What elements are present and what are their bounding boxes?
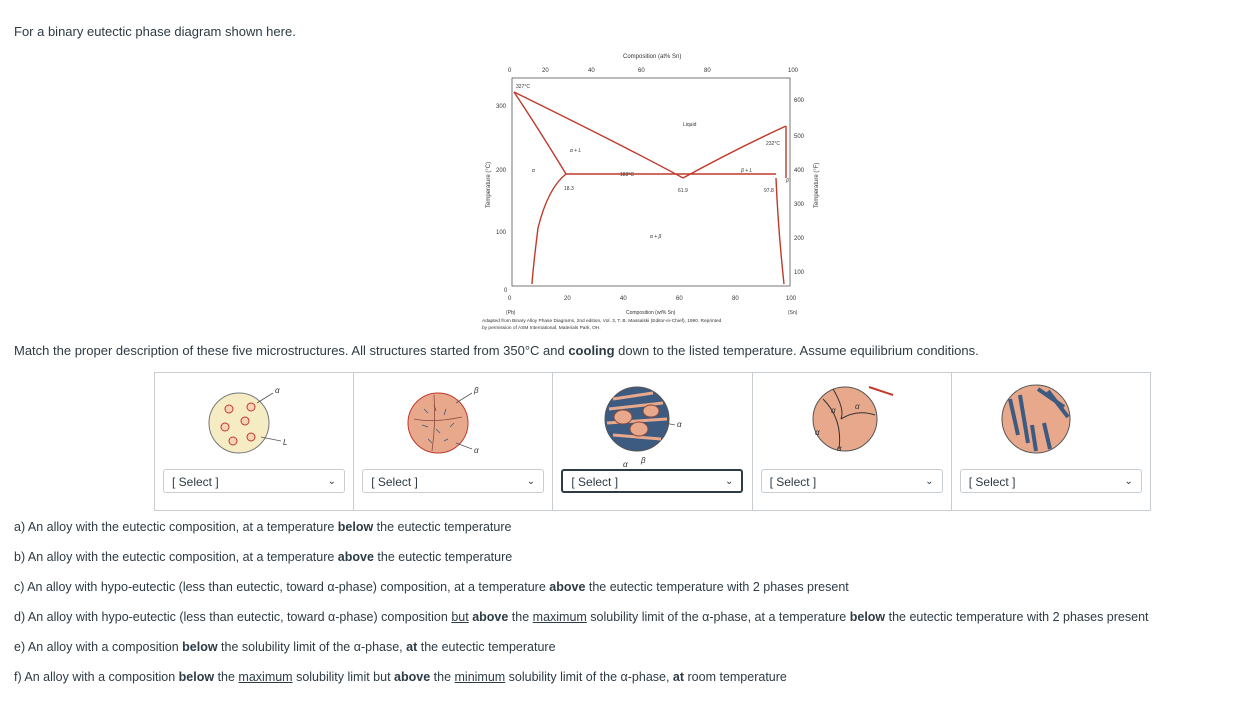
microstructure-cell-2 bbox=[354, 373, 553, 511]
chevron-down-icon: ⌄ bbox=[327, 476, 336, 487]
bottom-tick: 40 bbox=[620, 296, 627, 302]
answer-select-2[interactable]: [ Select ] ⌄ bbox=[362, 469, 544, 493]
composition-wt-label: Composition (wt% Sn) bbox=[626, 310, 676, 316]
top-tick: 100 bbox=[788, 68, 799, 74]
right-tick: 300 bbox=[794, 202, 805, 208]
chevron-down-icon: ⌄ bbox=[925, 476, 934, 487]
left-axis-label: Temperature (°C) bbox=[486, 161, 492, 208]
left-tick: 300 bbox=[496, 104, 507, 110]
top-tick: 0 bbox=[508, 68, 512, 74]
top-tick: 60 bbox=[638, 68, 645, 74]
beta-region-label: β bbox=[786, 178, 789, 184]
bottom-tick: 0 bbox=[508, 296, 512, 302]
plot-frame bbox=[512, 78, 790, 286]
svg-text:α: α bbox=[830, 406, 836, 415]
svg-text:α: α bbox=[474, 446, 479, 455]
melt-sn-label: 232°C bbox=[766, 141, 780, 147]
bottom-tick: 60 bbox=[676, 296, 683, 302]
chevron-down-icon: ⌄ bbox=[724, 476, 734, 487]
composition-at-label: Composition (at% Sn) bbox=[623, 54, 682, 60]
microstructure-alpha-beta-precipitates bbox=[394, 379, 514, 469]
bottom-tick: 20 bbox=[564, 296, 571, 302]
svg-text:α: α bbox=[854, 402, 860, 411]
svg-text:α: α bbox=[836, 444, 842, 453]
beta-limit-label: 97.8 bbox=[764, 188, 774, 194]
top-tick: 20 bbox=[542, 68, 549, 74]
svg-text:β: β bbox=[474, 386, 479, 395]
microstructure-cell-5 bbox=[951, 373, 1150, 511]
phase-boundaries bbox=[514, 92, 786, 284]
instructions: Match the proper description of these five microstructures. All structures started from 350°C and cooling down to the listed temperature. Assume equilibrium conditions. bbox=[14, 343, 979, 358]
option-b: b) An alloy with the eutectic composition, at a temperature above the eutectic temperature bbox=[14, 550, 513, 564]
alpha-l-label: α + L bbox=[570, 148, 582, 154]
microstructure-eutectic-lamellar bbox=[992, 379, 1112, 469]
chevron-down-icon: ⌄ bbox=[526, 476, 536, 487]
option-c: c) An alloy with hypo-eutectic (less than eutectic, toward α-phase) composition, at a temperature above the eutectic temperature with 2 phases present bbox=[14, 580, 849, 594]
right-axis-label: Temperature (°F) bbox=[814, 162, 820, 208]
option-a: a) An alloy with the eutectic composition, at a temperature below the eutectic temperature bbox=[14, 520, 512, 534]
svg-text:α: α bbox=[814, 428, 820, 437]
answer-select-1[interactable]: [ Select ] ⌄ bbox=[163, 469, 345, 493]
option-d: d) An alloy with hypo-eutectic (less than eutectic, toward α-phase) composition but above the maximum solubility limit of the α-phase, at a temperature below the eutectic temperature with 2 phases present bbox=[14, 610, 1149, 624]
right-tick: 600 bbox=[794, 98, 805, 104]
right-tick: 100 bbox=[794, 270, 805, 276]
left-tick: 100 bbox=[496, 230, 507, 236]
beta-l-label: β + L bbox=[741, 168, 753, 174]
eutectic-comp-label: 61.9 bbox=[678, 188, 688, 194]
caption-line-1: Adapted from Binary Alloy Phase Diagrams, 2nd edition, Vol. 3, T. B. Massalski (Editor-in-Chief), 1990. Reprinted bbox=[482, 319, 722, 324]
left-tick: 0 bbox=[504, 288, 508, 294]
bottom-tick: 100 bbox=[786, 296, 797, 302]
right-tick: 200 bbox=[794, 236, 805, 242]
right-tick: 500 bbox=[794, 134, 805, 140]
svg-text:L: L bbox=[283, 438, 288, 447]
phase-diagram bbox=[478, 48, 818, 338]
microstructure-alpha-grains bbox=[793, 379, 913, 469]
top-ticks bbox=[508, 68, 799, 74]
liquid-region-label: Liquid bbox=[683, 122, 697, 128]
svg-text:β: β bbox=[641, 456, 646, 465]
alpha-beta-label: α + β bbox=[650, 234, 662, 240]
chevron-down-icon: ⌄ bbox=[1124, 476, 1133, 487]
microstructure-table bbox=[154, 372, 1151, 511]
sn-label: (Sn) bbox=[788, 310, 798, 316]
top-tick: 80 bbox=[704, 68, 711, 74]
answer-select-4[interactable]: [ Select ] ⌄ bbox=[761, 469, 943, 493]
alpha-limit-label: 18.3 bbox=[564, 186, 574, 192]
microstructure-cell-1 bbox=[155, 373, 354, 511]
answer-select-5[interactable]: [ Select ] ⌄ bbox=[960, 469, 1142, 493]
option-f: f) An alloy with a composition below the maximum solubility limit but above the minimum solubility limit of the α-phase, at room temperature bbox=[14, 670, 787, 684]
top-tick: 40 bbox=[588, 68, 595, 74]
answer-options bbox=[14, 518, 1149, 698]
bottom-tick: 80 bbox=[732, 296, 739, 302]
svg-text:α: α bbox=[677, 420, 682, 429]
microstructure-proeutectic-alpha bbox=[593, 379, 713, 469]
svg-text:α: α bbox=[275, 386, 280, 395]
microstructure-cell-3 bbox=[553, 373, 752, 511]
intro-text: For a binary eutectic phase diagram shown here. bbox=[14, 24, 296, 39]
alpha-region-label: α bbox=[532, 168, 535, 174]
microstructure-cell-4 bbox=[752, 373, 951, 511]
eutectic-temp-label: 183°C bbox=[620, 172, 634, 178]
option-e: e) An alloy with a composition below the solubility limit of the α-phase, at the eutectic temperature bbox=[14, 640, 556, 654]
caption-line-2: by permission of ASM International, Materials Park, OH. bbox=[482, 326, 601, 331]
svg-text:α: α bbox=[623, 460, 628, 469]
left-tick: 200 bbox=[496, 168, 507, 174]
right-tick: 400 bbox=[794, 168, 805, 174]
pb-label: (Pb) bbox=[506, 310, 516, 316]
microstructure-liquid-alpha bbox=[195, 379, 315, 469]
melt-pb-label: 327°C bbox=[516, 84, 530, 90]
answer-select-3[interactable]: [ Select ] ⌄ bbox=[561, 469, 743, 493]
